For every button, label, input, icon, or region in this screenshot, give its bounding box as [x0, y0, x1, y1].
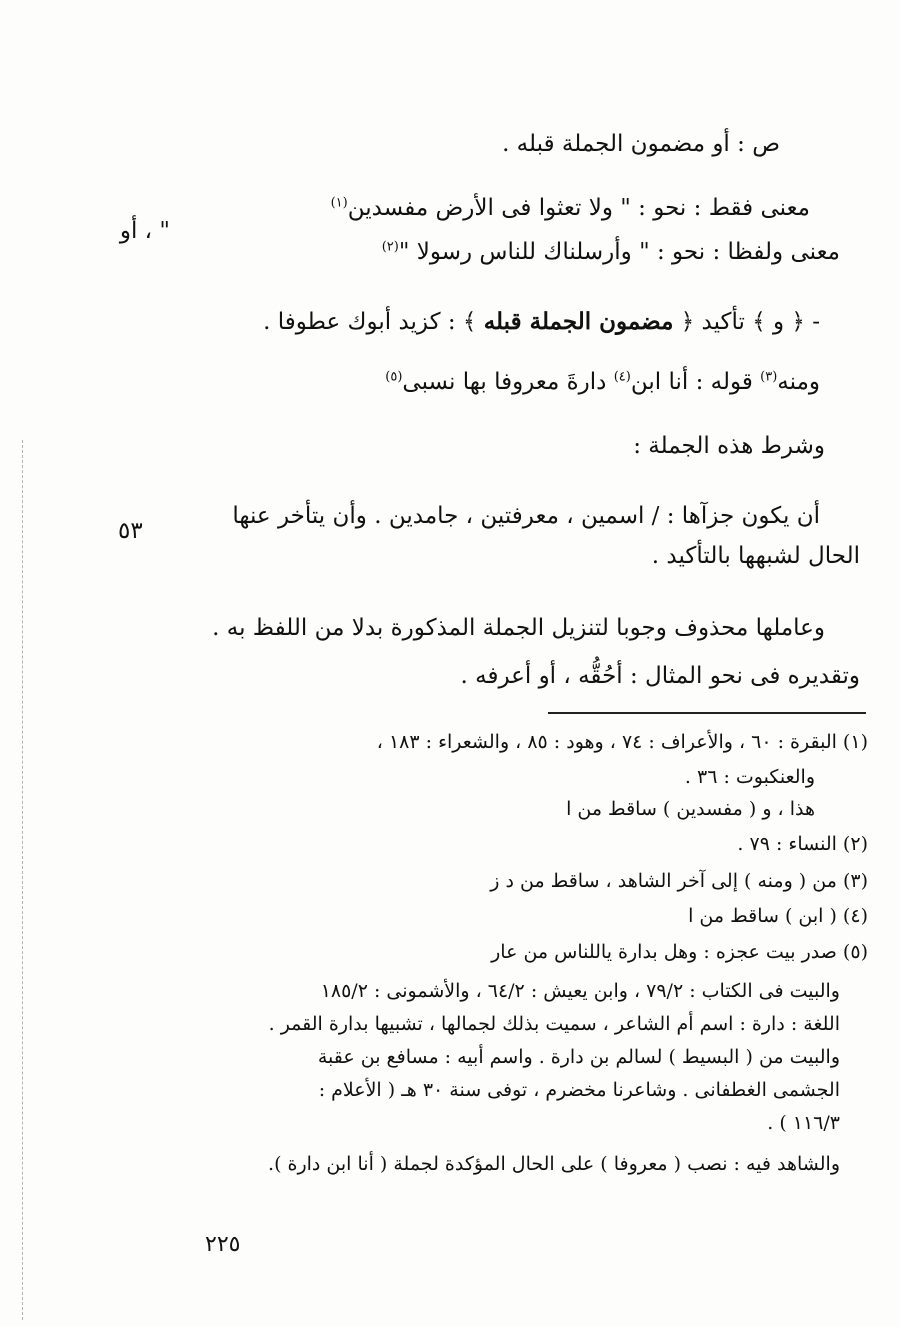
margin-fold-line	[22, 440, 24, 1320]
text-line-3-bold: مضمون الجملة قبله	[483, 308, 674, 335]
text-line-5: وشرط هذه الجملة :	[633, 433, 825, 459]
text-line-9: وتقديره فى نحو المثال : أحُقُّه ، أو أعرفه .	[460, 663, 860, 689]
footnote-5-line-5: الجشمى الغطفانى . وشاعرنا مخضرم ، توفى سنة ٣٠ هـ ( الأعلام :	[318, 1079, 840, 1101]
footnote-1-note: هذا ، و ( مفسدين ) ساقط من ا	[566, 798, 815, 820]
footnote-separator	[548, 712, 866, 714]
footnote-ref-4: (٤)	[613, 369, 631, 385]
footnote-1-cont: والعنكبوت : ٣٦ .	[684, 766, 815, 788]
footnote-1: (١) البقرة : ٦٠ ، والأعراف : ٧٤ ، وهود : ٨٥ ، والشعراء : ١٨٣ ،	[376, 731, 868, 753]
footnote-5-line-4: والبيت من ( البسيط ) لسالم بن دارة . واسم أبيه : مسافع بن عقبة	[317, 1046, 840, 1068]
footnote-ref-3: (٣)	[760, 369, 778, 385]
text-line-4-a: ومنه	[777, 369, 820, 395]
footnote-4: (٤) ( ابن ) ساقط من ا	[688, 905, 868, 927]
text-line-3-start: - ﴿ و ﴾ تأكيد ﴿	[680, 309, 820, 335]
text-line-4-b: قوله : أنا ابن	[630, 369, 753, 395]
footnote-ref-5: (٥)	[385, 369, 403, 385]
footnote-5: (٥) صدر بيت عجزه : وهل بدارة ياللناس من عار	[491, 941, 868, 963]
footnote-3: (٣) من ( ومنه ) إلى آخر الشاهد ، ساقط من د ز	[490, 870, 868, 892]
footnote-5-line-7: والشاهد فيه : نصب ( معروفا ) على الحال المؤكدة لجملة ( أنا ابن دارة ).	[268, 1153, 840, 1175]
footnote-ref-2: (٢)	[381, 239, 399, 255]
text-line-6: أن يكون جزآها : / اسمين ، معرفتين ، جامدين . وأن يتأخر عنها	[232, 503, 820, 529]
text-line-8: وعاملها محذوف وجوبا لتنزيل الجملة المذكورة بدلا من اللفظ به .	[212, 615, 825, 641]
text-line-7: الحال لشبهها بالتأكيد .	[651, 543, 860, 569]
text-line-2-main: معنى ولفظا : نحو : " وأرسلناك للناس رسولا "	[398, 239, 840, 265]
footnote-5-line-2: والبيت فى الكتاب : ٧٩/٢ ، وابن يعيش : ٦٤/٢ ، والأشمونى : ١٨٥/٢	[320, 980, 840, 1002]
section-heading: ص : أو مضمون الجملة قبله .	[502, 131, 780, 157]
page-number: ٢٢٥	[205, 1232, 241, 1257]
text-line-3-end: ﴾ : كزيد أبوك عطوفا .	[263, 309, 477, 335]
footnote-ref-1: (١)	[330, 195, 348, 211]
margin-page-reference: ٥٣	[118, 518, 143, 544]
text-line-2	[382, 236, 840, 268]
text-line-1-main: معنى فقط : نحو : " ولا تعثوا فى الأرض مفسدين	[347, 195, 810, 221]
footnote-2: (٢) النساء : ٧٩ .	[737, 833, 868, 855]
footnote-5-line-3: اللغة : دارة : اسم أم الشاعر ، سميت بذلك لجمالها ، تشبيها بدارة القمر .	[268, 1013, 840, 1035]
footnote-5-line-6: ١١٦/٣ ) .	[767, 1112, 840, 1134]
text-line-4	[385, 366, 820, 398]
text-line-1-tail: " ، أو	[119, 218, 170, 244]
text-line-3	[263, 306, 820, 338]
text-line-1	[331, 192, 810, 224]
text-line-4-c: دارةَ معروفا بها نسبى	[402, 369, 607, 395]
